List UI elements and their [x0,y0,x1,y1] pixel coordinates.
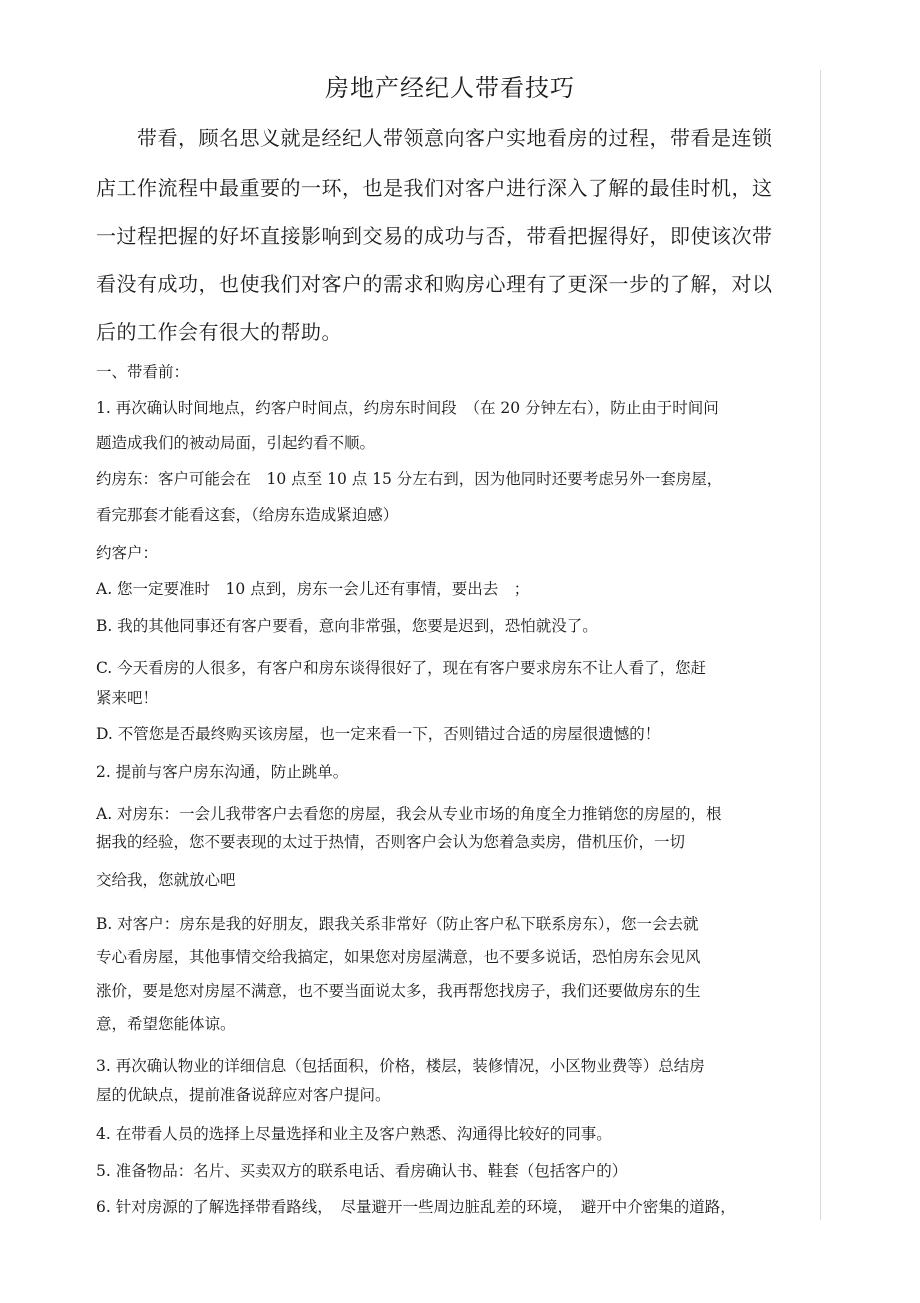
intro-paragraph-line: 看没有成功，也使我们对客户的需求和购房心理有了更深一步的了解，对以 [96,272,773,296]
body-line: 看完那套才能看这套，（给房东造成紧迫感） [96,506,399,524]
intro-paragraph-line: 带看，顾名思义就是经纪人带领意向客户实地看房的过程，带看是连锁 [96,126,773,150]
body-line: 1. 再次确认时间地点，约客户时间点，约房东时间段 （在 20 分钟左右），防止由于时间问 [96,399,719,417]
body-line: 题造成我们的被动局面，引起约看不顺。 [96,434,376,452]
section-heading: 一、带看前： [96,363,190,381]
body-line: 涨价，要是您对房屋不满意，也不要当面说太多，我再帮您找房子，我们还要做房东的生 [96,982,701,1000]
body-line: D. 不管您是否最终购买该房屋，也一定来看一下，否则错过合适的房屋很遗憾的！ [96,725,661,743]
body-line: 5. 准备物品：名片、买卖双方的联系电话、看房确认书、鞋套（包括客户的） [96,1162,628,1180]
body-line: A. 您一定要准时 10 点到，房东一会儿还有事情，要出去 ； [96,580,530,598]
body-line: B. 我的其他同事还有客户要看，意向非常强，您要是迟到，恐怕就没了。 [96,617,598,635]
body-line: 4. 在带看人员的选择上尽量选择和业主及客户熟悉、沟通得比较好的同事。 [96,1125,612,1143]
intro-paragraph-line: 店工作流程中最重要的一环，也是我们对客户进行深入了解的最佳时机，这 [96,176,773,200]
body-line: C. 今天看房的人很多，有客户和房东谈得很好了，现在有客户要求房东不让人看了，您赶 [96,659,707,677]
body-line: 紧来吧！ [96,689,159,707]
body-line: 据我的经验，您不要表现的太过于热情，否则客户会认为您着急卖房，借机压价，一切 [96,833,686,851]
page-edge-line [820,70,821,1220]
intro-paragraph-line: 后的工作会有很大的帮助。 [96,320,342,344]
body-line: 约房东：客户可能会在 10 点至 10 点 15 分左右到，因为他同时还要考虑另外一套房屋， [96,470,723,488]
body-line: 3. 再次确认物业的详细信息（包括面积，价格，楼层，装修情况，小区物业费等）总结房 [96,1057,705,1075]
body-line: 意，希望您能体谅。 [96,1015,236,1033]
body-line: B. 对客户：房东是我的好朋友，跟我关系非常好（防止客户私下联系房东），您一会去就 [96,915,699,933]
body-line: 交给我，您就放心吧 [96,871,236,889]
body-line: 屋的优缺点，提前准备说辞应对客户提问。 [96,1086,391,1104]
document-title: 房地产经纪人带看技巧 [325,74,575,102]
body-line: 6. 针对房源的了解选择带看路线， 尽量避开一些周边脏乱差的环境， 避开中介密集的道路， [96,1198,736,1216]
body-line: 2. 提前与客户房东沟通，防止跳单。 [96,763,349,781]
body-line: 约客户： [96,544,159,562]
body-line: 专心看房屋，其他事情交给我搞定，如果您对房屋满意，也不要多说话，恐怕房东会见风 [96,948,701,966]
body-line: A. 对房东：一会儿我带客户去看您的房屋，我会从专业市场的角度全力推销您的房屋的，根 [96,805,722,823]
intro-paragraph-line: 一过程把握的好坏直接影响到交易的成功与否，带看把握得好，即使该次带 [96,224,773,248]
